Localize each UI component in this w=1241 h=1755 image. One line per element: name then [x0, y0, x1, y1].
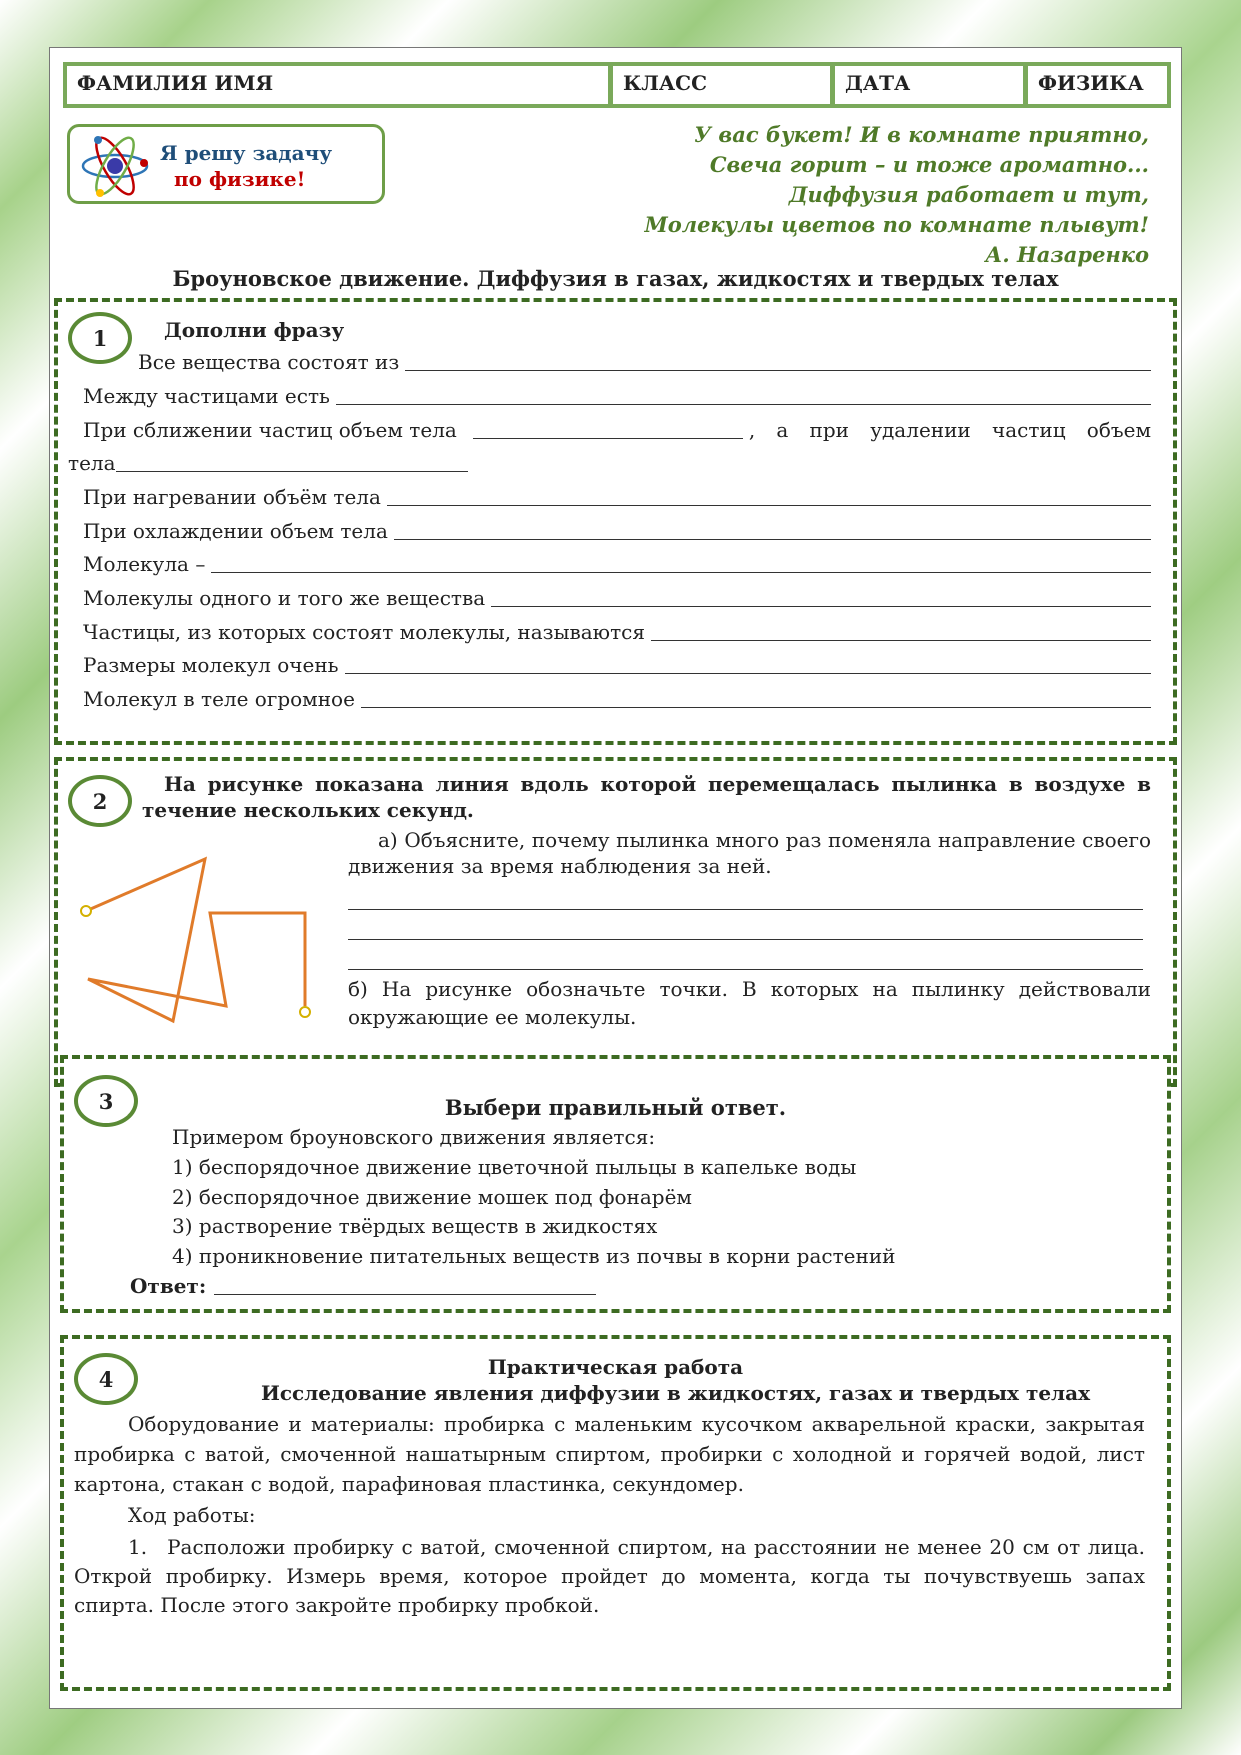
answer-blank[interactable]	[214, 1274, 596, 1295]
task1-row-8: Молекулы одного и того же вещества	[83, 586, 1151, 610]
poem-line: Свеча горит – и тоже ароматно...	[709, 152, 1149, 177]
task-heading-2: Исследование явления диффузии в жидкостях, газах и твердых телах	[260, 1381, 1091, 1405]
poem-author: А. Назаренко	[985, 242, 1149, 267]
task1-row-1: Все вещества состоят из	[138, 350, 1151, 374]
answer-row: Ответ:	[130, 1274, 596, 1298]
start-point	[81, 906, 91, 916]
task1-row-10: Размеры молекул очень	[83, 653, 1151, 677]
poem-line: У вас букет! И в комнате приятно,	[694, 122, 1149, 147]
task1-row-7: Молекула –	[83, 552, 1151, 576]
task1-row-9: Частицы, из которых состоят молекулы, называются	[83, 620, 1151, 644]
question-a: а) Объясните, почему пылинка много раз поменяла направление своего движения за время наблюдения за ней.	[348, 828, 1151, 878]
task-3-box	[60, 1055, 1171, 1313]
option-4: 4) проникновение питательных веществ из почвы в корни растений	[172, 1244, 896, 1268]
date-field[interactable]: ДАТА	[834, 65, 1024, 105]
poem-line: Молекулы цветов по комнате плывут!	[644, 212, 1149, 237]
question-b: б) На рисунке обозначьте точки. В которых на пылинку действовали окружающие ее молекулы.	[348, 977, 1151, 1029]
answer-blank[interactable]	[336, 384, 1151, 405]
task-1-box	[54, 298, 1177, 745]
option-1: 1) беспорядочное движение цветочной пыльцы в капельке воды	[172, 1155, 857, 1179]
class-field[interactable]: КЛАСС	[612, 65, 831, 105]
poem-line: Диффузия работает и тут,	[788, 182, 1149, 207]
task-heading-1: Практическая работа	[487, 1355, 744, 1379]
task-2-box	[54, 757, 1177, 1087]
task-number: 4	[74, 1353, 138, 1405]
task-number: 1	[68, 312, 132, 364]
answer-blank[interactable]	[116, 451, 468, 472]
answer-blank[interactable]	[473, 418, 743, 439]
end-point	[300, 1007, 310, 1017]
task-heading: На рисунке показана линия вдоль которой перемещалась пылинка в воздухе в течение нескольких секунд.	[142, 772, 1151, 822]
answer-blank[interactable]	[651, 620, 1151, 641]
task-number: 2	[68, 775, 132, 827]
subject-field: ФИЗИКА	[1027, 65, 1168, 105]
answer-blank[interactable]	[387, 485, 1151, 506]
header-table	[63, 62, 1171, 108]
task1-row-11: Молекул в теле огромное	[83, 687, 1151, 711]
atom-icon	[78, 133, 152, 199]
procedure-label: Ход работы:	[128, 1503, 256, 1527]
worksheet-page	[49, 47, 1182, 1709]
answer-blank[interactable]	[345, 653, 1151, 674]
page-title: Броуновское движение. Диффузия в газах, жидкостях и твердых телах	[172, 266, 1059, 291]
answer-blank[interactable]	[211, 552, 1151, 573]
task1-row-4: тела	[68, 451, 468, 475]
answer-blank[interactable]	[394, 519, 1151, 540]
procedure-step-1: 1. Расположи пробирку с ватой, смоченной спиртом, на расстоянии не менее 20 см от лица. Открой пробирку. Измерь время, которое пройдет до момента, когда ты почувствуешь запах спирта. После этого закройте пробирку пробкой.	[74, 1535, 1145, 1617]
logo-badge	[67, 124, 385, 204]
answer-blank[interactable]	[361, 687, 1151, 708]
dust-path-figure	[78, 851, 348, 1051]
equipment-text: Оборудование и материалы: пробирка с маленьким кусочком акварельной краски, закрытая пробирка с ватой, смоченной нашатырным спиртом, пробирки с холодной и горячей водой, лист картона, стакан с водой, парафиновая пластинка, секундомер.	[74, 1412, 1145, 1496]
task1-row-3: При сближении частиц объем тела , а при удалении частиц объем	[83, 418, 1151, 442]
option-2: 2) беспорядочное движение мошек под фонарём	[172, 1185, 692, 1209]
answer-blank[interactable]	[348, 889, 1143, 910]
option-3: 3) растворение твёрдых веществ в жидкостях	[172, 1214, 658, 1238]
task-heading: Выбери правильный ответ.	[444, 1095, 787, 1120]
name-field[interactable]: ФАМИЛИЯ ИМЯ	[66, 65, 609, 105]
answer-blank[interactable]	[348, 949, 1143, 970]
answer-blank[interactable]	[348, 919, 1143, 940]
answer-blank[interactable]	[491, 586, 1151, 607]
task-question: Примером броуновского движения является:	[172, 1125, 656, 1149]
epigraph-poem	[644, 120, 1149, 270]
task1-row-6: При охлаждении объем тела	[83, 519, 1151, 543]
badge-line-1: Я решу задачу	[160, 141, 333, 165]
badge-line-2: по физике!	[174, 167, 306, 191]
task-heading: Дополни фразу	[164, 318, 345, 342]
task1-row-2: Между частицами есть	[83, 384, 1151, 408]
task1-row-5: При нагревании объём тела	[83, 485, 1151, 509]
task-number: 3	[74, 1075, 138, 1127]
answer-blank[interactable]	[405, 350, 1151, 371]
task-4-box	[60, 1335, 1171, 1691]
